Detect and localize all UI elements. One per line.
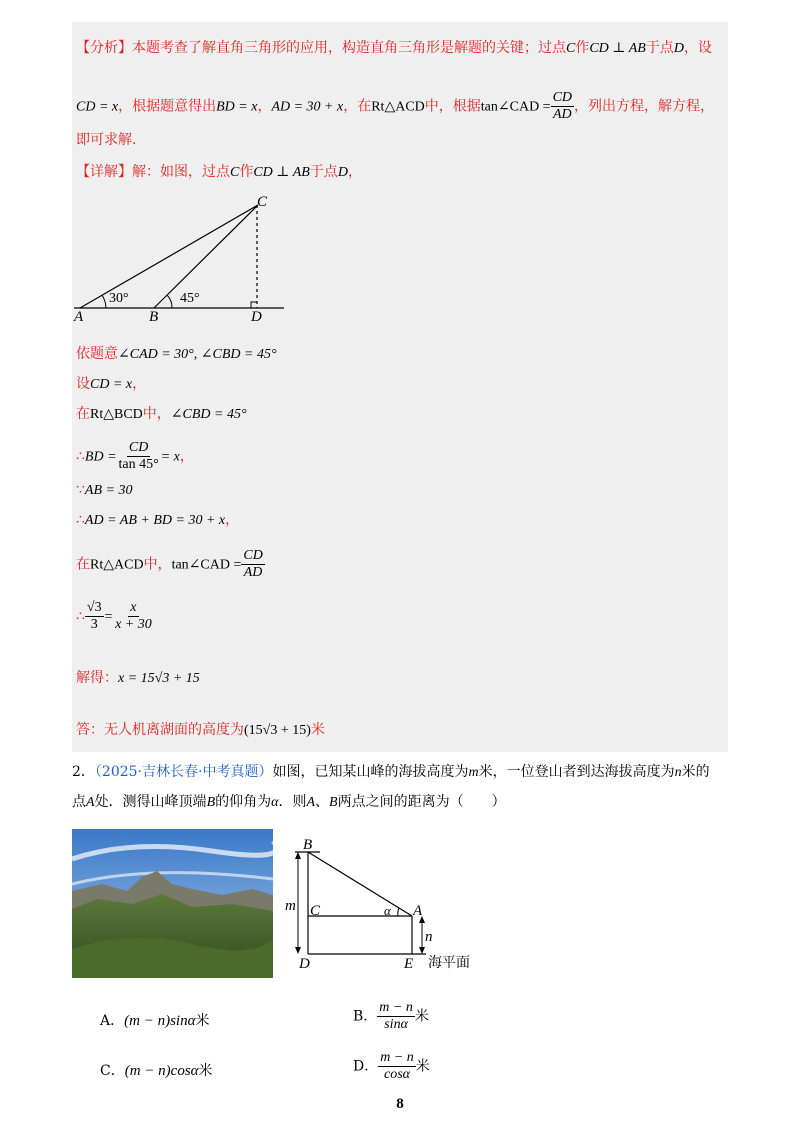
detail-header: 【详解】解：如图，过点C作CD ⊥ AB于点D，	[76, 164, 362, 180]
sea-level-label: 海平面	[428, 955, 470, 971]
step-7: 在Rt△ACD中，tan∠CAD = $\frac{CD}{AD}$	[76, 548, 263, 580]
option-d[interactable]: D． $\frac{m - n}{\cos\alpha}$ 米	[353, 1050, 430, 1082]
point-b2-label: B	[303, 837, 313, 853]
right-angle-mark	[251, 302, 257, 308]
step-9: 解得：x = 15√3 + 15	[76, 670, 200, 686]
step-3: 在Rt△BCD中，∠CBD = 45°	[76, 406, 247, 422]
solution-box	[72, 22, 728, 752]
step-5: ∵AB = 30	[76, 482, 133, 498]
step-1: 依题意∠CAD = 30°, ∠CBD = 45°	[76, 346, 277, 362]
option-c[interactable]: C．(m − n)cosα米	[100, 1063, 213, 1079]
analysis-line-3: 即可求解.	[76, 132, 137, 148]
step-4: ∴BD = $\frac{CD}{\tan 45^\circ}$ = x，	[76, 440, 194, 472]
point-b-label: B	[149, 309, 159, 325]
question-2-line-2: 点A处．测得山峰顶端B的仰角为α．则A、B两点之间的距离为（ ）	[72, 794, 506, 810]
option-a[interactable]: A．(m − n)sinα米	[100, 1013, 210, 1029]
analysis-line-1: 【分析】本题考查了解直角三角形的应用，构造直角三角形是解题的关键；过点C作CD ⊥ AB于点D，设	[76, 40, 712, 56]
question-source: （2025·吉林长春·中考真题）	[94, 764, 273, 780]
mountain-photo	[72, 829, 273, 978]
step-2: 设CD = x，	[76, 376, 147, 392]
analysis-tag: 【分析】	[76, 40, 132, 56]
page-number: 8	[396, 1096, 404, 1112]
alpha-label: α	[384, 903, 391, 918]
point-e2-label: E	[404, 956, 414, 972]
point-d2-label: D	[299, 956, 310, 972]
step-6: ∴AD = AB + BD = 30 + x，	[76, 512, 240, 528]
point-c-label: C	[257, 194, 268, 210]
step-8: ∴ $\frac{√3}{3}$ = $\frac{x}{x + 30}$	[76, 600, 152, 632]
question-number: 2．	[72, 764, 95, 780]
angle-45-label: 45°	[180, 291, 200, 306]
angle-30-label: 30°	[109, 291, 129, 306]
step-10-answer: 答：无人机离湖面的高度为(15√3 + 15)米	[76, 722, 325, 738]
angle-arc-a	[102, 295, 106, 308]
point-c2-label: C	[310, 903, 321, 919]
angle-arc-b	[167, 295, 172, 308]
point-a2-label: A	[413, 903, 423, 919]
n-label: n	[425, 929, 433, 945]
m-label: m	[285, 898, 296, 914]
analysis-fraction: $\frac{CD}{AD}$	[552, 90, 573, 122]
point-d-label: D	[251, 309, 262, 325]
point-a-label: A	[74, 309, 84, 325]
line-ba	[308, 852, 412, 916]
analysis-line-2: CD = x，根据题意得出BD = x，AD = 30 + x，在Rt△ACD中，根据tan∠CAD = $\frac{CD}{AD}$ ，列出方程，解方程，	[76, 90, 715, 122]
option-b[interactable]: B． $\frac{m - n}{\sin\alpha}$ 米	[353, 1000, 429, 1032]
detail-tag: 【详解】	[76, 164, 132, 180]
question-2-line-1: 2．（2025·吉林长春·中考真题）如图，已知某山峰的海拔高度为m米，一位登山者到达海拔高度为n米的	[72, 764, 710, 780]
